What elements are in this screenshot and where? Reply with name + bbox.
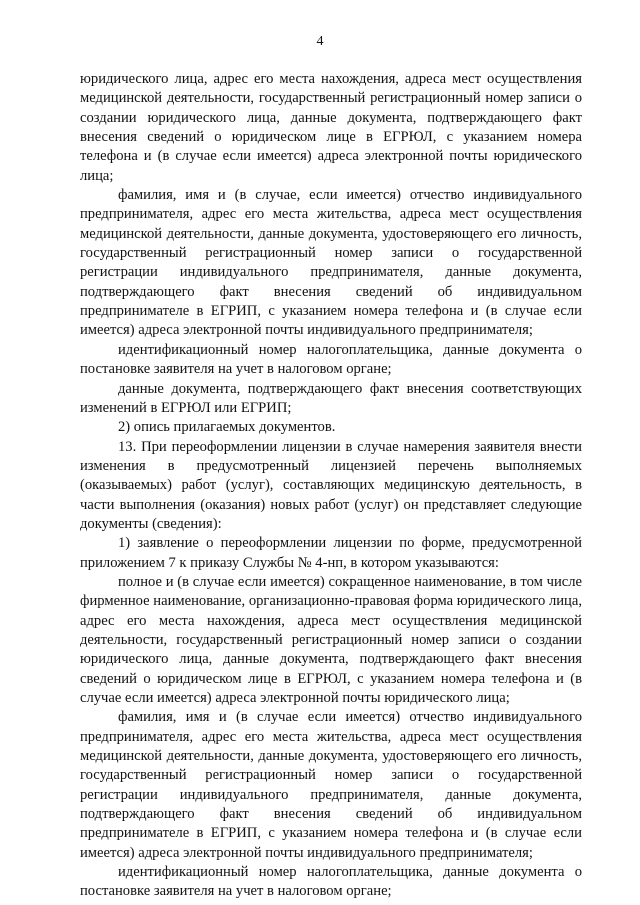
paragraph: фамилия, имя и (в случае если имеется) отчество индивидуального предпринимателя, адрес его места жительства, адреса мест осуществления медицинской деятельности, данные документа, удостоверяющего его личность, государственный регистрационный номер записи о государственной регистрации индивидуального предпринимателя, данные документа, подтверждающего факт внесения сведений об индивидуальном предпринимателе в ЕГРИП, с указанием номера телефона и (в случае если имеется) адреса электронной почты индивидуального предпринимателя; <box>80 709 582 861</box>
paragraph: юридического лица, адрес его места нахождения, адреса мест осуществления медицинской деятельности, государственный регистрационный номер записи о создании юридического лица, данные документа, подтверждающего факт внесения сведений о юридическом лице в ЕГРЮЛ, с указанием номера телефона и (в случае если имеется) адреса электронной почты юридического лица; <box>80 71 582 184</box>
paragraph: идентификационный номер налогоплательщика, данные документа о постановке заявителя на учет в налоговом органе; <box>80 341 582 378</box>
paragraph: 13. При переоформлении лицензии в случае намерения заявителя внести изменения в предусмотренный лицензией перечень выполняемых (оказываемых) работ (услуг), составляющих медицинскую деятельность, в части выполнения (оказания) новых работ (услуг) он представляет следующие документы (сведения): <box>80 438 582 532</box>
paragraph: фамилия, имя и (в случае, если имеется) отчество индивидуального предпринимателя, адрес его места жительства, адреса мест осуществления медицинской деятельности, данные документа, удостоверяющего его личность, государственный регистрационный номер записи о государственной регистрации индивидуального предпринимателя, данные документа, подтверждающего факт внесения сведений об индивидуальном предпринимателе в ЕГРИП, с указанием номера телефона и (в случае если имеется) адреса электронной почты индивидуального предпринимателя; <box>80 187 582 339</box>
paragraph: данные документа, подтверждающего факт внесения соответствующих изменений в ЕГРЮЛ или ЕГРИП; <box>80 380 582 416</box>
paragraph: 2) опись прилагаемых документов. <box>118 419 336 436</box>
paragraph: идентификационный номер налогоплательщика, данные документа о постановке заявителя на учет в налоговом органе; <box>80 864 582 900</box>
paragraph: полное и (в случае если имеется) сокращенное наименование, в том числе фирменное наименование, организационно-правовая форма юридического лица, адрес его места нахождения, адреса мест осуществления медицинской деятельности, государственный регистрационный номер записи о создании юридического лица, данные документа, подтверждающего факт внесения сведений о юридическом лице в ЕГРЮЛ, с указанием номера телефона и (в случае если имеется) адреса электронной почты юридического лица; <box>80 573 582 706</box>
paragraph: 1) заявление о переоформлении лицензии по форме, предусмотренной приложением 7 к приказу Службы № 4-нп, в котором указываются: <box>80 535 582 571</box>
page-number: 4 <box>316 34 324 49</box>
document-body <box>80 70 582 902</box>
